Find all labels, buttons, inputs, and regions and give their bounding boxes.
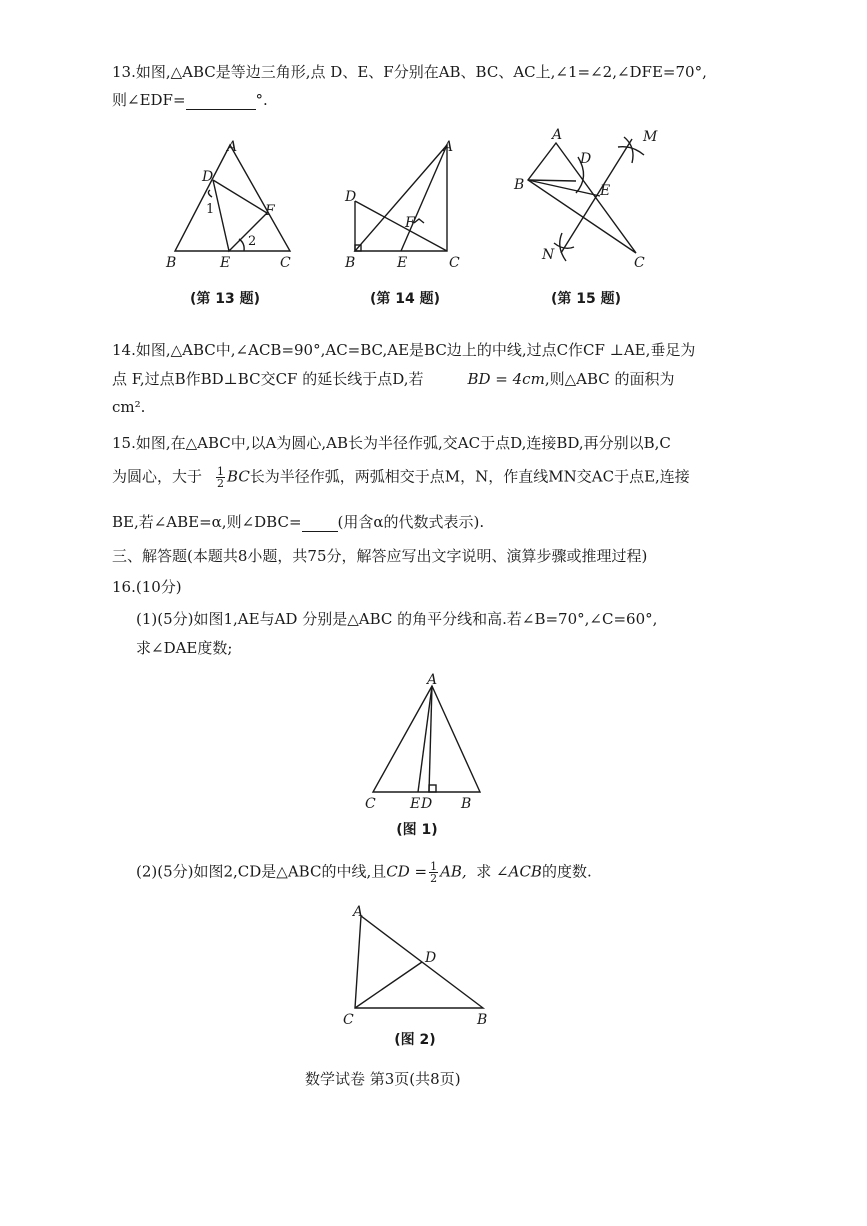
fig1-right-angle-d (429, 785, 436, 792)
fig2-line-cd (355, 962, 422, 1008)
q13-line2-pre: 则∠EDF= (112, 91, 186, 109)
q15-frac-den: 2 (217, 477, 225, 490)
fig1-label-b: B (461, 796, 472, 812)
fig15-label-b: B (514, 177, 525, 193)
fig13-label-a: A (227, 139, 238, 155)
figure-1 (355, 672, 495, 842)
q15-line2 (112, 466, 690, 489)
q14-line1: 14.如图,△ABC中,∠ACB=90°,AC=BC,AE是BC边上的中线,过点C作CF ⊥AE,垂足为 (112, 341, 696, 359)
fig13-label-b: B (166, 255, 177, 271)
fig2-label-a: A (353, 904, 364, 920)
q14-line3: cm². (112, 398, 146, 416)
fig15-arc-m1 (618, 147, 644, 155)
fig1-label-a: A (427, 672, 438, 688)
fig2-caption: (图 2) (394, 1032, 436, 1048)
q15-line3-post: (用含α的代数式表示). (337, 513, 485, 531)
q15-line3-pre: BE,若∠ABE=α,则∠DBC= (112, 513, 302, 531)
fig1-label-c: C (365, 796, 376, 812)
fig13-label-d: D (202, 169, 214, 185)
fig2-label-c: C (343, 1012, 354, 1028)
q16-part1-line1: (1)(5分)如图1,AE与AD 分别是△ABC 的角平分线和高.若∠B=70°,∠C=60°, (136, 610, 658, 628)
fig14-right-angle-f (414, 219, 424, 223)
q15-line2-post: 长为半径作弧，两弧相交于点M，N，作直线MN交AC于点E,连接 (249, 467, 690, 486)
fig15-label-e: E (600, 183, 611, 199)
q14-line2-post: ,则△ABC 的面积为 (544, 370, 675, 388)
q16-part2-ab: AB, (440, 862, 467, 881)
fig15-label-m: M (643, 129, 658, 145)
fig15-label-d: D (580, 151, 592, 167)
fig1-label-e: E (410, 796, 421, 812)
q14-line2 (112, 369, 675, 389)
fig14-label-c: C (449, 255, 460, 271)
q14-bd-value: BD = 4cm (467, 370, 545, 388)
q14-line2-pre: 点 F,过点B作BD⊥BC交CF 的延长线于点D,若 (112, 370, 424, 388)
fig15-label-c: C (634, 255, 645, 271)
q15-line3 (112, 512, 484, 532)
fig15-label-a: A (552, 127, 563, 143)
fig13-angle1-arc (208, 190, 212, 197)
fig15-label-n: N (542, 247, 555, 263)
fig13-caption: (第 13 题) (189, 291, 261, 307)
q16-frac-num: 1 (430, 860, 438, 873)
q16-part2-mid: 求 (476, 862, 492, 881)
fig1-label-d: D (421, 796, 433, 812)
q13-answer-blank[interactable] (186, 93, 256, 110)
fig14-label-e: E (397, 255, 408, 271)
fig2-label-b: B (477, 1012, 488, 1028)
figure-2 (335, 900, 505, 1060)
section3-title: 三、解答题(本题共8小题，共75分，解答应写出文字说明、演算步骤或推理过程) (112, 547, 648, 565)
fig13-label-e: E (220, 255, 231, 271)
figure-13 (160, 135, 300, 315)
q13-line1: 13.如图,△ABC是等边三角形,点 D、E、F分别在AB、BC、AC上,∠1=∠2,∠DFE=70°, (112, 63, 707, 81)
q16-head: 16.(10分) (112, 578, 182, 596)
q16-part2-acb: ∠ACB (496, 862, 542, 881)
page-footer: 数学试卷 第3页(共8页) (305, 1070, 461, 1088)
q16-frac-den: 2 (430, 872, 438, 885)
q13-line2 (112, 90, 268, 110)
fig14-line-ae (401, 145, 447, 251)
fig13-label-c: C (280, 255, 291, 271)
fig14-label-b: B (345, 255, 356, 271)
q16-part2 (136, 861, 592, 884)
fig15-caption: (第 15 题) (550, 291, 622, 307)
q16-part2-fraction (429, 861, 438, 884)
q16-part1-line2: 求∠DAE度数; (136, 639, 233, 657)
fig15-line-mn (561, 139, 632, 253)
fig14-line-dc (355, 201, 447, 251)
figure-14 (335, 135, 475, 315)
fig14-caption: (第 14 题) (369, 291, 441, 307)
q15-answer-blank[interactable] (302, 515, 338, 532)
fig14-label-d: D (345, 189, 357, 205)
q15-line2-pre: 为圆心，大于 (112, 467, 203, 486)
fig14-triangle-abc (355, 145, 447, 251)
fig1-triangle-abc (373, 686, 480, 792)
q16-part2-pre: (2)(5分)如图2,CD是△ABC的中线,且 (136, 862, 387, 881)
fig15-line-bd (528, 180, 576, 181)
q16-part2-post: 的度数. (541, 862, 592, 881)
fig2-label-d: D (425, 950, 437, 966)
fig13-label-f: F (265, 203, 275, 219)
figure-15 (508, 125, 668, 315)
q15-frac-num: 1 (217, 465, 225, 478)
q13-line2-post: °. (255, 91, 268, 109)
fig15-arc-n1 (554, 243, 574, 248)
q15-fraction (216, 466, 225, 489)
q15-line1: 15.如图,在△ABC中,以A为圆心,AB长为半径作弧,交AC于点D,连接BD,再分别以B,C (112, 434, 671, 452)
fig14-label-a: A (443, 139, 454, 155)
fig14-label-f: F (405, 215, 415, 231)
fig13-label-1: 1 (206, 202, 215, 217)
fig1-caption: (图 1) (396, 822, 438, 838)
fig13-label-2: 2 (248, 234, 257, 249)
q15-bc: BC (227, 467, 250, 486)
q16-part2-cd: CD = (386, 862, 428, 881)
fig13-triangle-abc (175, 145, 290, 251)
